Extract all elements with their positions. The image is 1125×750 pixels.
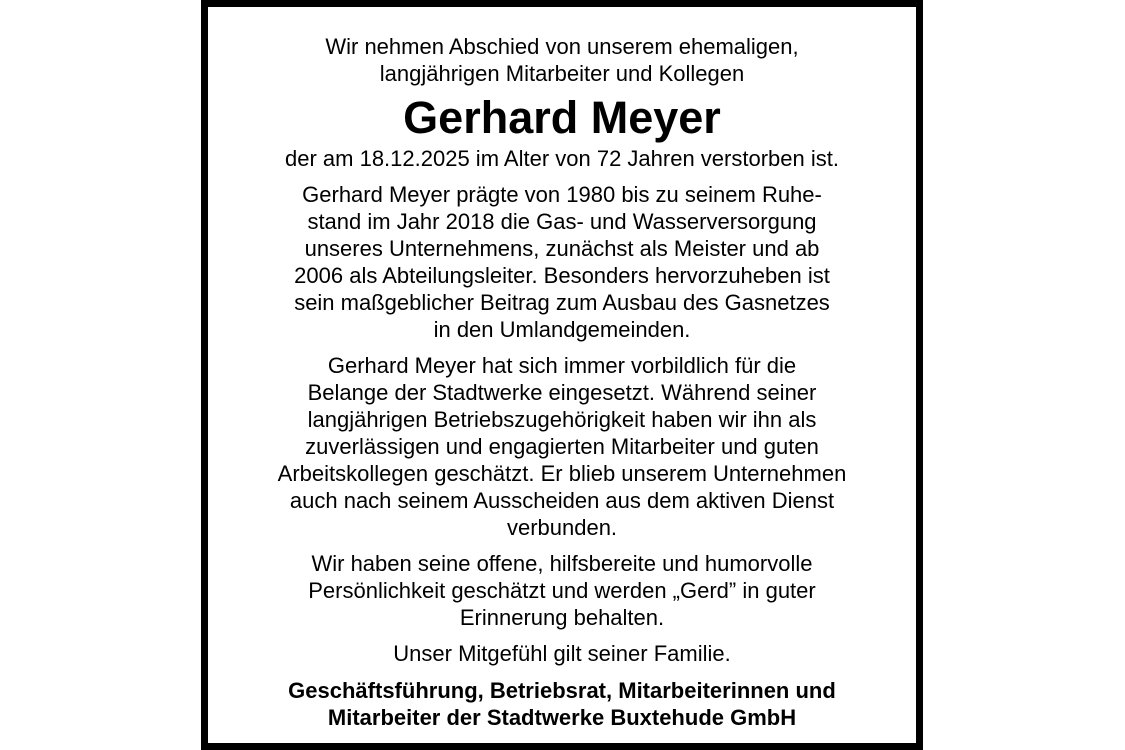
paragraph-career <box>228 181 896 343</box>
obituary-notice <box>201 0 923 750</box>
paragraph-line: Arbeitskollegen geschätzt. Er blieb unserem Unternehmen <box>277 461 847 486</box>
paragraph-line: Wir haben seine offene, hilfsbereite und humorvolle <box>311 551 813 576</box>
signature-line-2: Mitarbeiter der Stadtwerke Buxtehude GmbH <box>327 705 797 730</box>
paragraph-line: langjährigen Betriebszugehörigkeit haben wir ihn als <box>307 407 817 432</box>
deceased-name: Gerhard Meyer <box>403 92 721 143</box>
paragraph-line: unseres Unternehmens, zunächst als Meister und ab <box>304 236 820 261</box>
paragraph-line: Gerhard Meyer hat sich immer vorbildlich für die <box>327 353 797 378</box>
paragraph-line: Belange der Stadtwerke eingesetzt. Während seiner <box>307 380 817 405</box>
paragraph-line: Persönlichkeit geschätzt und werden „Gerd” in guter <box>308 578 816 603</box>
paragraph-line: in den Umlandgemeinden. <box>433 317 691 342</box>
intro-line-2: langjährigen Mitarbeiter und Kollegen <box>379 61 745 86</box>
signature <box>228 677 896 731</box>
paragraph-memory <box>228 550 896 631</box>
paragraph-line: sein maßgeblicher Beitrag zum Ausbau des Gasnetzes <box>294 290 830 315</box>
death-line-text: der am 18.12.2025 im Alter von 72 Jahren verstorben ist. <box>285 146 839 171</box>
paragraph-line: stand im Jahr 2018 die Gas- und Wasserversorgung <box>307 209 817 234</box>
paragraph-line: zuverlässigen und engagierten Mitarbeiter und guten <box>305 434 819 459</box>
signature-line-1: Geschäftsführung, Betriebsrat, Mitarbeiterinnen und <box>288 678 836 703</box>
condolence-text: Unser Mitgefühl gilt seiner Familie. <box>393 641 731 666</box>
paragraph-tribute <box>228 352 896 541</box>
paragraph-line: Erinnerung behalten. <box>459 605 665 630</box>
notice-content <box>208 33 916 731</box>
death-line <box>228 145 896 172</box>
intro-line-1: Wir nehmen Abschied von unserem ehemaligen, <box>325 34 799 59</box>
paragraph-line: Gerhard Meyer prägte von 1980 bis zu seinem Ruhe- <box>302 182 822 207</box>
condolence-line <box>228 640 896 667</box>
paragraph-line: verbunden. <box>506 515 618 540</box>
paragraph-line: auch nach seinem Ausscheiden aus dem aktiven Dienst <box>289 488 835 513</box>
intro-text <box>228 33 896 87</box>
paragraph-line: 2006 als Abteilungsleiter. Besonders hervorzuheben ist <box>294 263 830 288</box>
